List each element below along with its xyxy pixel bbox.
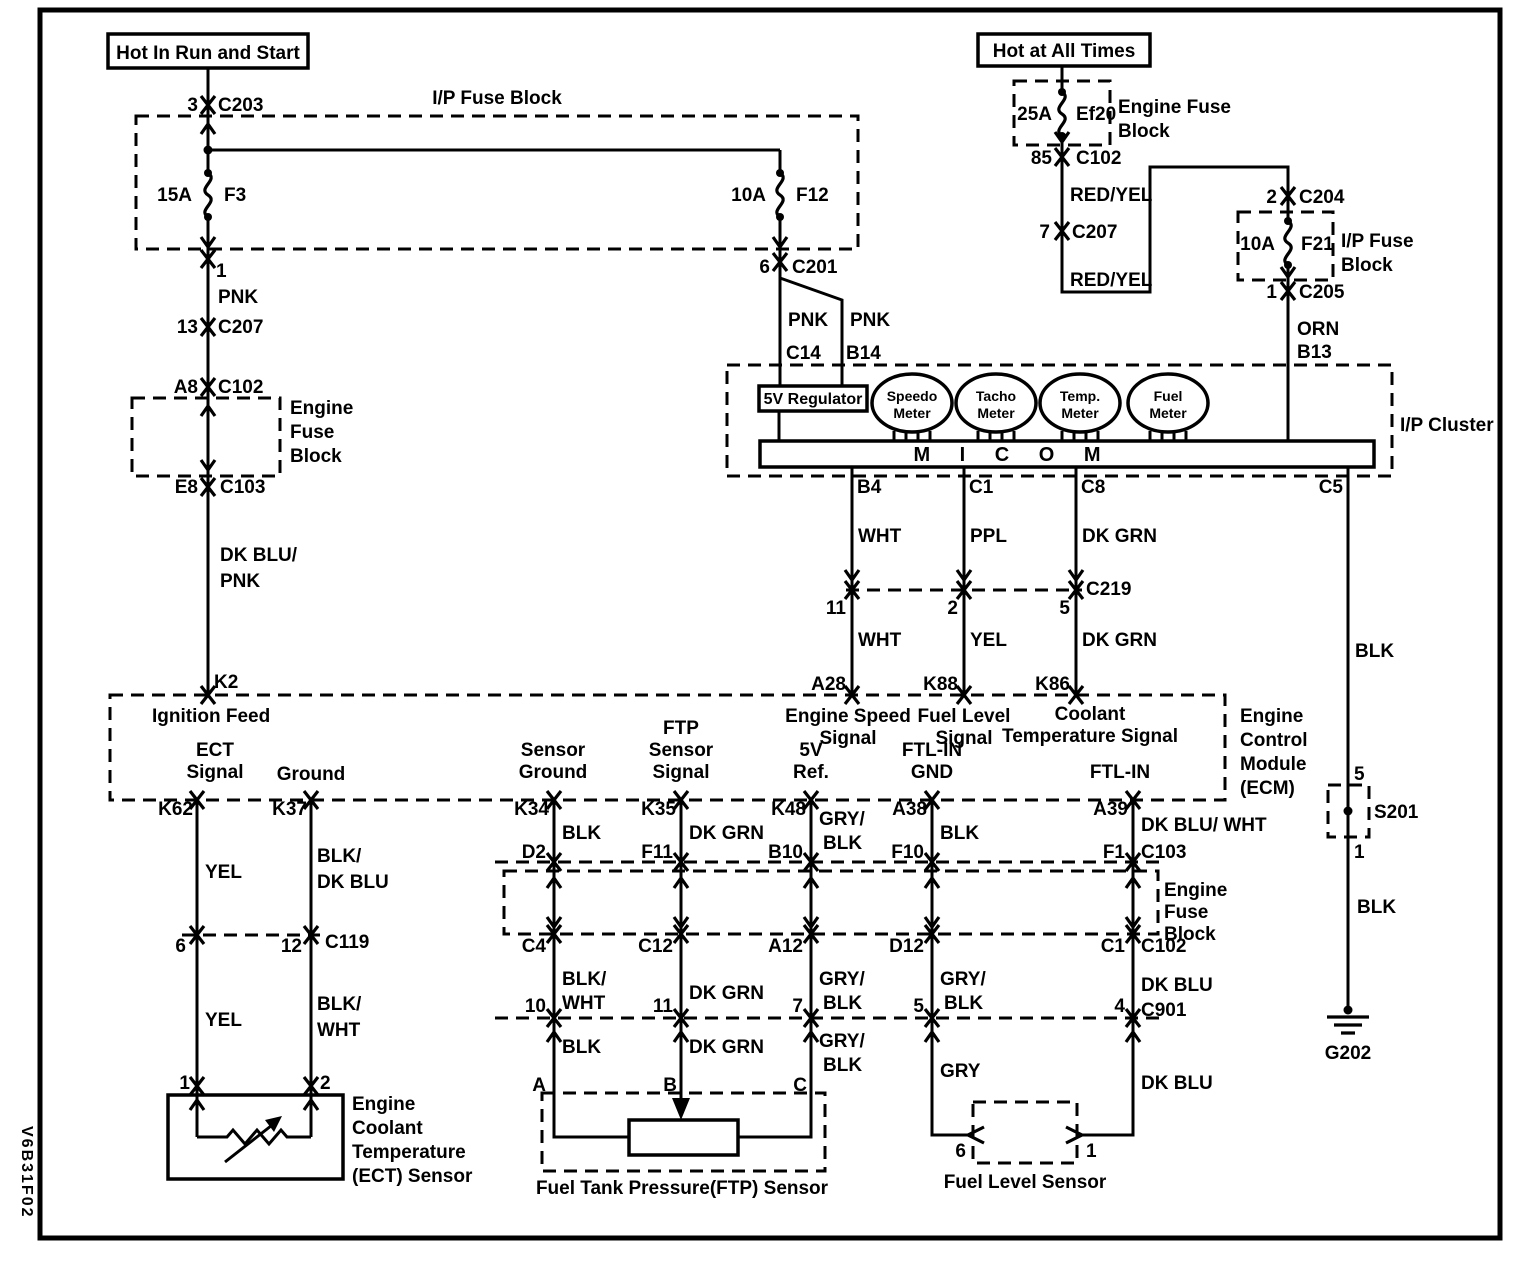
ecm-sensor-gnd-1: Sensor — [520, 740, 586, 761]
ect-label-1: Engine — [352, 1094, 416, 1115]
wire-dkgrn-upper: DK GRN — [1082, 526, 1157, 547]
pin-b: B — [663, 1075, 677, 1096]
pin-a39: A39 — [1093, 799, 1128, 820]
pin-5-c901: 5 — [913, 996, 924, 1017]
pin-10: 10 — [524, 996, 546, 1017]
ecm-name-1: Engine — [1240, 706, 1304, 727]
wire-dkgrn-row2: DK GRN — [689, 983, 764, 1004]
wire-dkgrn-lower: DK GRN — [1082, 630, 1157, 651]
pin-1-left: 1 — [216, 261, 227, 282]
ecm-ect-1: ECT — [196, 740, 234, 761]
connector-c219: C219 — [1086, 579, 1132, 600]
ecm-ignition-feed: Ignition Feed — [152, 706, 271, 727]
wire-dkblu-fuel: DK BLU — [1141, 1073, 1213, 1094]
pin-c12: C12 — [638, 936, 673, 957]
wire-pnk-b14: PNK — [850, 310, 891, 331]
ecm-ftp-3: Signal — [652, 762, 710, 783]
pin-c1-c102: C1 — [1100, 936, 1125, 957]
efb-left-label-2: Fuse — [290, 422, 335, 443]
s201-pin-5: 5 — [1354, 764, 1365, 785]
ipfb-right-label-2: Block — [1341, 255, 1393, 276]
diagram-id: V6B31F02 — [18, 1126, 35, 1219]
fuse-f12-icon — [776, 169, 784, 221]
ecm-engine-speed-1: Engine Speed — [785, 706, 911, 727]
pin-k37: K37 — [272, 799, 307, 820]
ect-label-3: Temperature — [352, 1142, 466, 1163]
ground-g202-label: G202 — [1324, 1043, 1372, 1064]
s201-label: S201 — [1374, 802, 1419, 823]
power-left-title: Hot In Run and Start — [116, 43, 300, 64]
wire-blk-a38: BLK — [940, 823, 980, 844]
speedo-meter-label-1: Speedo — [886, 388, 938, 404]
wire-blk-wht-2: WHT — [317, 1020, 361, 1041]
pin-d2: D2 — [521, 842, 546, 863]
junction-dot — [204, 146, 213, 155]
pin-k88: K88 — [923, 674, 958, 695]
fuel-meter-label-2: Meter — [1149, 405, 1187, 421]
pin-13: 13 — [176, 317, 198, 338]
pin-k86: K86 — [1035, 674, 1070, 695]
fuel-level-sensor-box — [973, 1102, 1077, 1163]
pin-6-c119: 6 — [175, 936, 186, 957]
pin-4-c901: 4 — [1114, 996, 1125, 1017]
ip-cluster-label: I/P Cluster — [1400, 415, 1494, 436]
connector-c102-bottom: C102 — [1141, 936, 1187, 957]
pin-3: 3 — [187, 95, 198, 116]
wire-gryblk-a12-2: BLK — [823, 993, 863, 1014]
ecm-name-3: Module — [1240, 754, 1307, 775]
wire-yel-upper: YEL — [205, 862, 242, 883]
pin-f10: F10 — [891, 842, 924, 863]
fuel-pin-1: 1 — [1086, 1141, 1097, 1162]
wire-pnk-c14: PNK — [788, 310, 829, 331]
pin-a8: A8 — [173, 377, 198, 398]
s201-splice-dot — [1344, 807, 1353, 816]
connector-c901: C901 — [1141, 1000, 1187, 1021]
wire-wht-lower: WHT — [858, 630, 902, 651]
wire-redyel-2: RED/YEL — [1070, 270, 1153, 291]
ecm-name-4: (ECM) — [1240, 778, 1295, 799]
pin-11-c901: 11 — [652, 996, 673, 1017]
fuse-f21-id: F21 — [1301, 234, 1334, 255]
fuel-sensor-pin6-arrow — [968, 1127, 984, 1143]
connector-c204: C204 — [1299, 187, 1345, 208]
tacho-meter-label-2: Meter — [977, 405, 1015, 421]
pin-a12: A12 — [768, 936, 803, 957]
efb-left-label-1: Engine — [290, 398, 354, 419]
ecm-ftlin-gnd-2: GND — [910, 762, 954, 783]
pin-d12: D12 — [889, 936, 924, 957]
efb-bottom-label-1: Engine — [1164, 880, 1228, 901]
pin-7-c901: 7 — [792, 996, 803, 1017]
wire-gry: GRY — [940, 1061, 981, 1082]
ecm-ground: Ground — [276, 764, 346, 785]
wire-gryblk-k48-2: BLK — [823, 833, 863, 854]
wire-dkbluwht-a39: DK BLU/ WHT — [1141, 815, 1267, 836]
wire-gryblk-d12-2: BLK — [944, 993, 984, 1014]
pin-85: 85 — [1030, 148, 1052, 169]
ecm-ftlin-gnd-1: FTL-IN — [901, 740, 963, 761]
connector-c119: C119 — [325, 932, 370, 953]
fuse-f12-rating: 10A — [731, 185, 766, 206]
pin-2-c219: 2 — [947, 598, 958, 619]
fuse-f3-id: F3 — [224, 185, 247, 206]
ecm-fuel-level-2: Signal — [935, 728, 993, 749]
fuse-f3-rating: 15A — [157, 185, 192, 206]
ect-label-2: Coolant — [352, 1118, 423, 1139]
pin-k35: K35 — [641, 799, 676, 820]
wire-blk-dkblu-1: BLK/ — [317, 846, 362, 867]
connector-c102-left: C102 — [218, 377, 264, 398]
pin-a38: A38 — [892, 799, 927, 820]
wire-dkblu-pnk-1: DK BLU/ — [220, 545, 298, 566]
pin-c4: C4 — [521, 936, 546, 957]
wire-pnk-left: PNK — [218, 287, 259, 308]
wire-blkwht-2: WHT — [562, 993, 606, 1014]
ecm-name-2: Control — [1240, 730, 1308, 751]
s201-pin-1: 1 — [1354, 842, 1365, 863]
micom-label: M I C O M — [913, 444, 1113, 466]
wire-yel-lower: YEL — [205, 1010, 242, 1031]
fuel-sensor-pin1-arrow — [1066, 1127, 1082, 1143]
pin-k62: K62 — [158, 799, 193, 820]
connector-c201: C201 — [792, 257, 838, 278]
wire-dkgrn-b: DK GRN — [689, 1037, 764, 1058]
efb-right-label-2: Block — [1118, 121, 1170, 142]
ect-pin-1: 1 — [179, 1073, 190, 1094]
pin-12-c119: 12 — [280, 936, 302, 957]
tacho-meter-label-1: Tacho — [975, 388, 1017, 404]
labels — [18, 41, 1494, 1219]
speedo-meter-label-2: Meter — [893, 405, 931, 421]
pin-c5: C5 — [1318, 477, 1343, 498]
wire-gryblk-c-1: GRY/ — [819, 1031, 865, 1052]
efb-right-label-1: Engine Fuse — [1118, 97, 1231, 118]
fuse-f21-rating: 10A — [1240, 234, 1275, 255]
pin-b4: B4 — [857, 477, 882, 498]
pin-f11: F11 — [641, 842, 673, 863]
fuel-meter-label-1: Fuel — [1153, 388, 1183, 404]
fuel-pin-6: 6 — [955, 1141, 966, 1162]
connector-c102-right: C102 — [1076, 148, 1122, 169]
pin-f1: F1 — [1102, 842, 1125, 863]
wire-dkgrn-k35: DK GRN — [689, 823, 764, 844]
pin-k2: K2 — [214, 672, 239, 693]
wire-redyel-1: RED/YEL — [1070, 185, 1153, 206]
ect-pin-2: 2 — [320, 1073, 331, 1094]
wire-gryblk-d12-1: GRY/ — [940, 969, 986, 990]
wire-yel-mid: YEL — [970, 630, 1007, 651]
wire-blk-a: BLK — [562, 1037, 602, 1058]
wire-wht-upper: WHT — [858, 526, 902, 547]
connector-c207-left: C207 — [218, 317, 264, 338]
ecm-ftlin: FTL-IN — [1089, 762, 1151, 783]
wire-blk-ground: BLK — [1357, 897, 1397, 918]
temp-meter-label-1: Temp. — [1059, 388, 1101, 404]
pin-c14: C14 — [786, 343, 821, 364]
pin-c8: C8 — [1081, 477, 1106, 498]
pin-k34: K34 — [514, 799, 549, 820]
fuse-f3-icon — [204, 169, 212, 221]
fuse-ef20-icon — [1058, 88, 1066, 140]
pin-6-c201: 6 — [759, 257, 770, 278]
connector-c103-bottom: C103 — [1141, 842, 1187, 863]
regulator-label: 5V Regulator — [763, 391, 863, 408]
wire-blk-wht-1: BLK/ — [317, 994, 362, 1015]
engine-fuse-block-bottom — [504, 871, 1158, 934]
wire-gryblk-k48-1: GRY/ — [819, 809, 865, 830]
ecm-engine-speed-2: Signal — [819, 728, 877, 749]
pin-11: 11 — [825, 598, 846, 619]
ftp-label: Fuel Tank Pressure(FTP) Sensor — [535, 1178, 829, 1199]
fuse-f12-id: F12 — [796, 185, 829, 206]
pin-5-c219: 5 — [1059, 598, 1070, 619]
temp-meter-label-2: Meter — [1061, 405, 1099, 421]
pin-b14: B14 — [846, 343, 881, 364]
power-right-title: Hot at All Times — [992, 41, 1136, 62]
ecm-5v-2: Ref. — [793, 762, 829, 783]
pin-c1: C1 — [969, 477, 994, 498]
wire-dkblu-pnk-2: PNK — [220, 571, 261, 592]
efb-bottom-label-2: Fuse — [1164, 902, 1209, 923]
wire-ppl: PPL — [970, 526, 1007, 547]
connector-c207-right: C207 — [1072, 222, 1118, 243]
pin-a28: A28 — [811, 674, 846, 695]
ftp-sensor-element — [629, 1120, 738, 1155]
pin-7: 7 — [1039, 222, 1050, 243]
ip-fuse-block-top — [136, 116, 858, 249]
efb-left-label-3: Block — [290, 446, 342, 467]
wire-gryblk-c-2: BLK — [823, 1055, 863, 1076]
pin-a: A — [532, 1075, 546, 1096]
fuel-level-label: Fuel Level Sensor — [943, 1172, 1107, 1193]
ecm-ftp-1: FTP — [663, 718, 699, 739]
ecm-ect-2: Signal — [186, 762, 244, 783]
pin-b13: B13 — [1297, 342, 1332, 363]
connector-c205: C205 — [1299, 282, 1345, 303]
ecm-fuel-level-1: Fuel Level — [917, 706, 1011, 727]
diagram-border — [40, 10, 1500, 1238]
ecm-coolant-1: Coolant — [1054, 704, 1126, 725]
ecm-ftp-2: Sensor — [648, 740, 714, 761]
wire-blk-dkblu-2: DK BLU — [317, 872, 389, 893]
fuse-ef20-id: Ef20 — [1076, 104, 1117, 125]
pin-2-right: 2 — [1266, 187, 1277, 208]
efb-bottom-label-3: Block — [1164, 924, 1216, 945]
ecm-coolant-2: Temperature Signal — [1002, 726, 1178, 747]
pin-1-right: 1 — [1266, 282, 1277, 303]
wire-blk-right: BLK — [1355, 641, 1395, 662]
pin-k48: K48 — [771, 799, 806, 820]
wire-blk-k34: BLK — [562, 823, 602, 844]
wire-dkblu-row2: DK BLU — [1141, 975, 1213, 996]
wire-orn: ORN — [1297, 319, 1340, 340]
ftp-b-arrow — [672, 1098, 690, 1120]
ecm-sensor-gnd-2: Ground — [518, 762, 588, 783]
pin-e8: E8 — [174, 477, 198, 498]
pin-c: C — [793, 1075, 807, 1096]
ground-symbol-g202 — [1327, 1006, 1369, 1034]
wire-gryblk-a12-1: GRY/ — [819, 969, 865, 990]
wires — [197, 66, 1348, 1162]
ect-label-4: (ECT) Sensor — [352, 1166, 473, 1187]
ip-fuse-block-top-label: I/P Fuse Block — [432, 88, 562, 109]
fuse-f21-icon — [1284, 217, 1292, 269]
connector-c203: C203 — [218, 95, 264, 116]
ipfb-right-label-1: I/P Fuse — [1341, 231, 1414, 252]
pin-b10: B10 — [768, 842, 803, 863]
fuse-ef20-rating: 25A — [1017, 104, 1052, 125]
wire-blkwht-1: BLK/ — [562, 969, 607, 990]
connector-c103-left: C103 — [220, 477, 266, 498]
ecm-5v-1: 5V — [799, 740, 823, 761]
